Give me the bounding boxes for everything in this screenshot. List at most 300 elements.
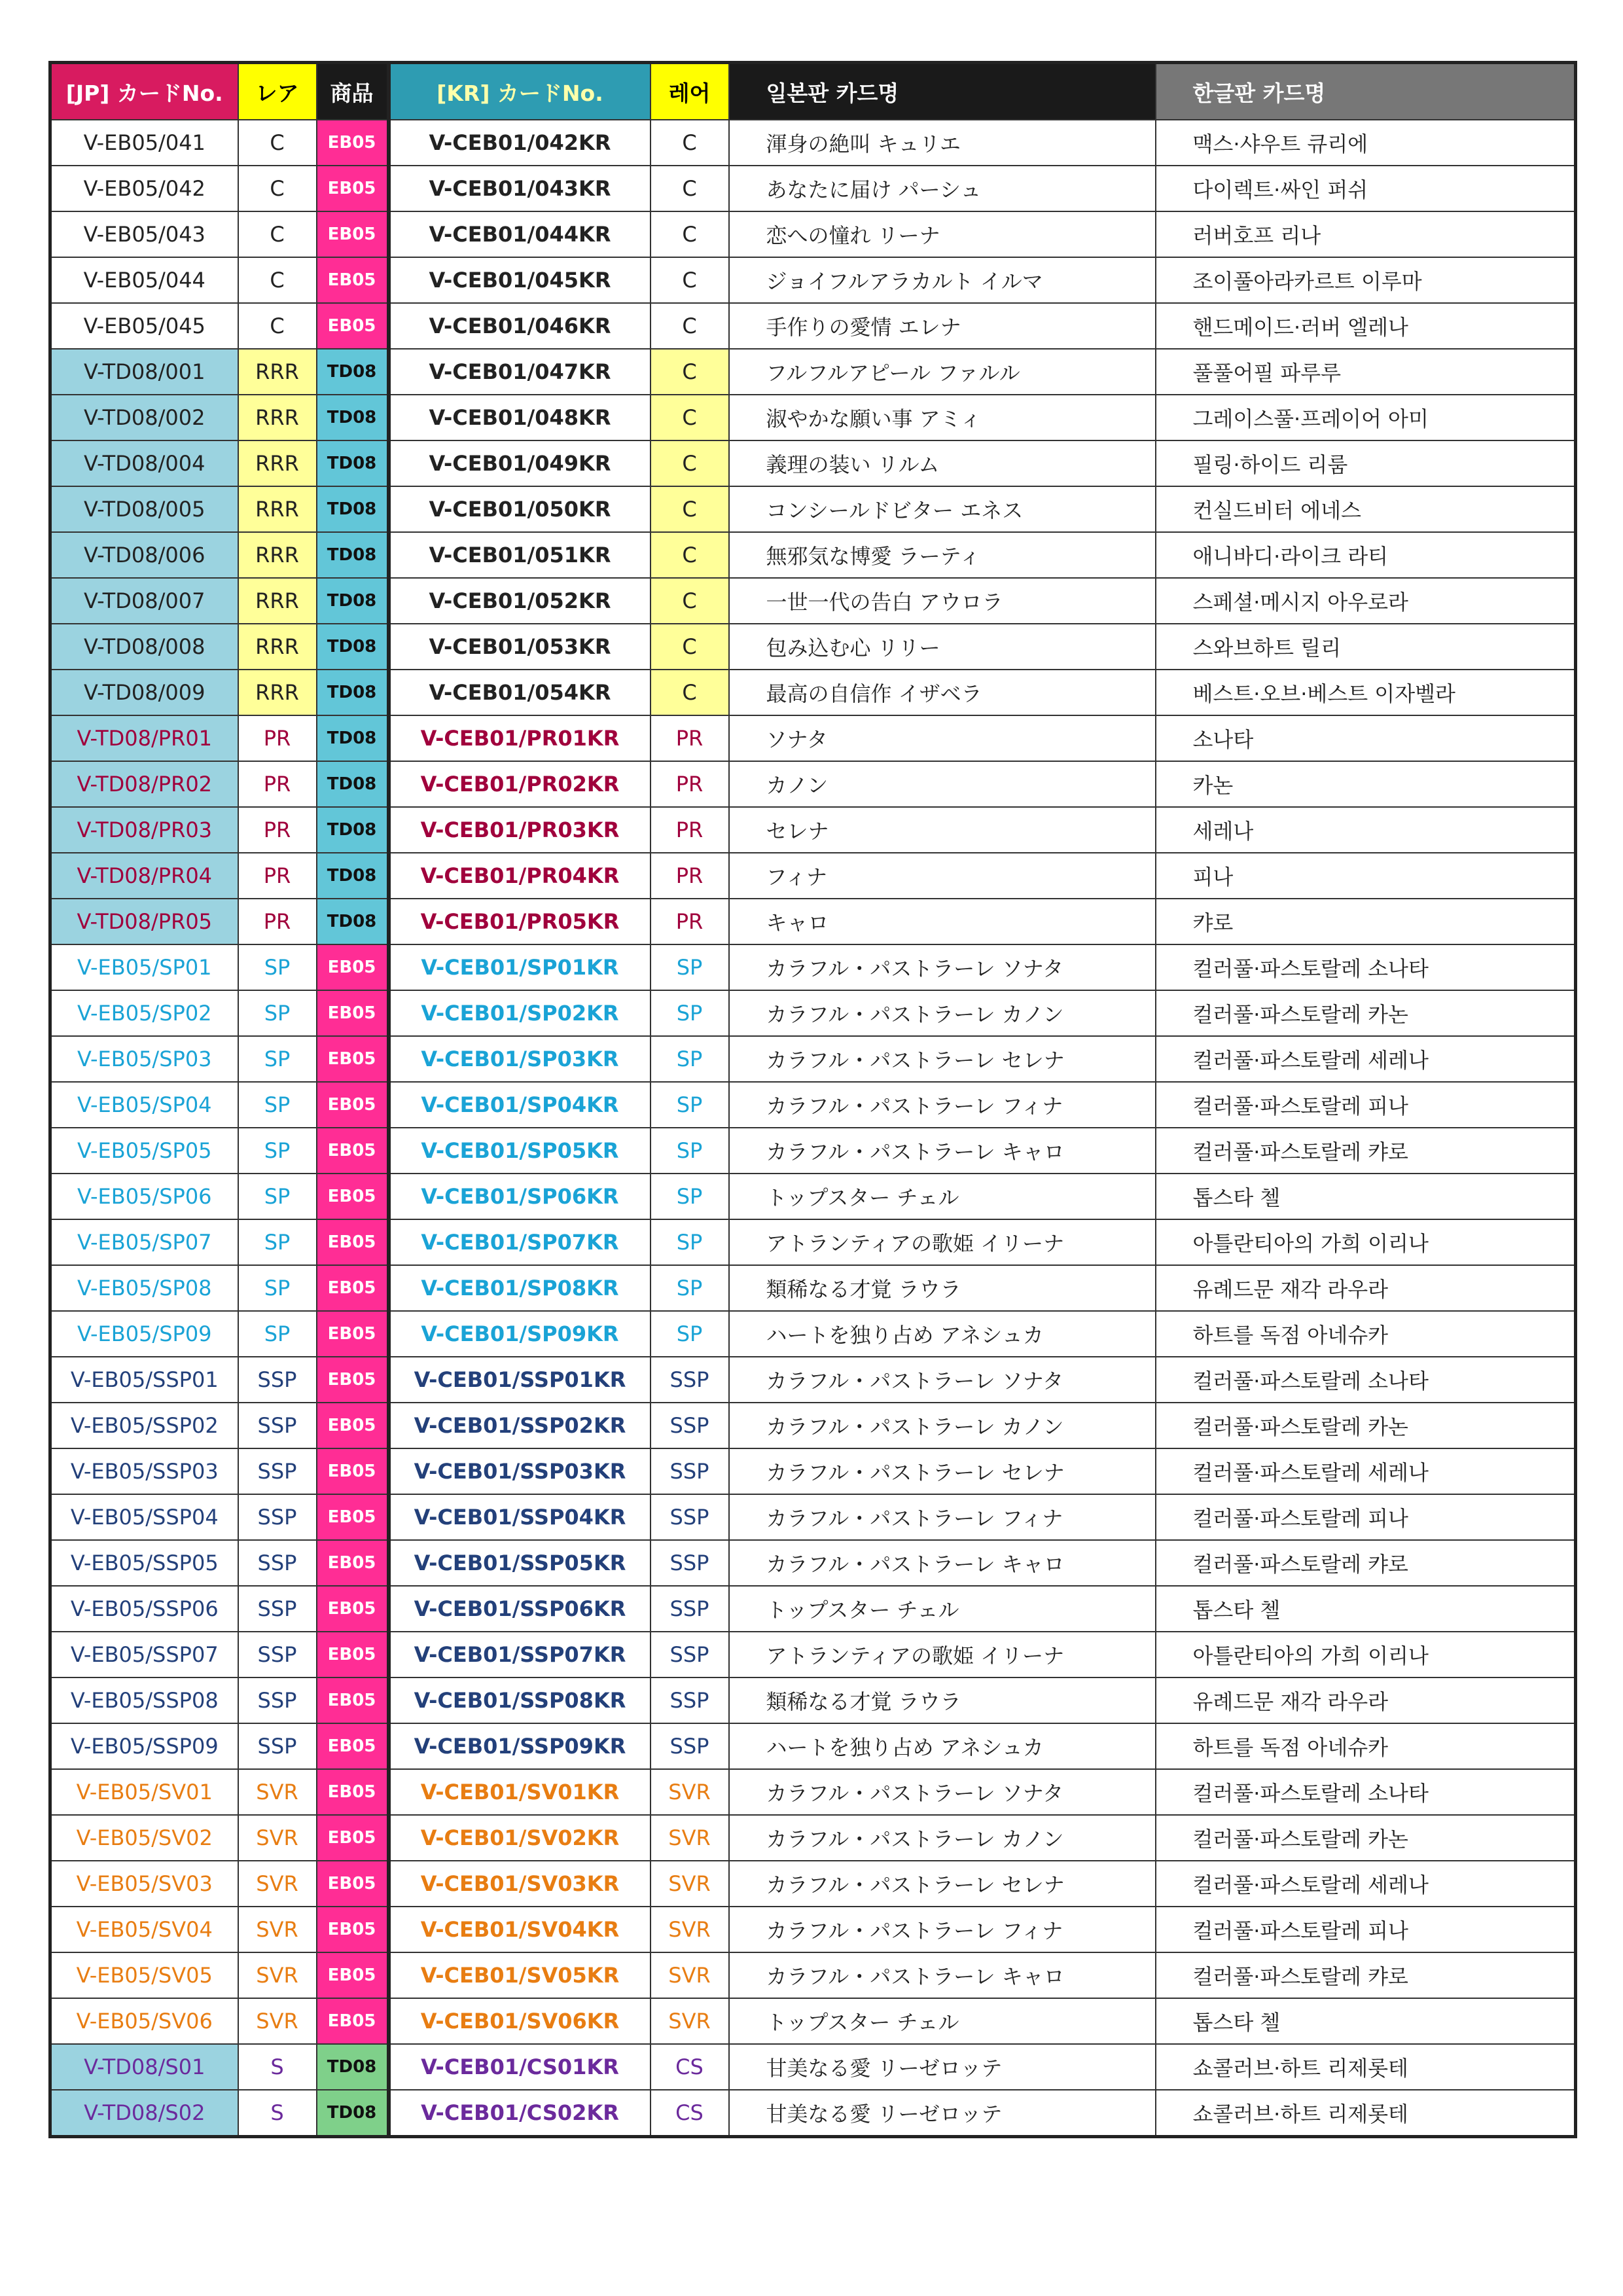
rarity-jp: PR [238, 761, 317, 807]
product-code: EB05 [317, 1815, 389, 1861]
rarity-kr: SVR [651, 1769, 729, 1815]
table-row [50, 1769, 1576, 1815]
rarity-jp: RRR [238, 486, 317, 532]
product-code: EB05 [317, 1861, 389, 1907]
product-code: TD08 [317, 2090, 389, 2137]
kr-card-no: V-CEB01/PR03KR [389, 807, 651, 853]
kr-card-name: 필링·하이드 리룸 [1156, 440, 1576, 486]
kr-card-no: V-CEB01/052KR [389, 578, 651, 624]
jp-card-no: V-TD08/004 [50, 440, 238, 486]
jp-card-name: アトランティアの歌姫 イリーナ [729, 1219, 1156, 1265]
jp-card-name: カラフル・パストラーレ キャロ [729, 1952, 1156, 1998]
kr-card-name: 컬러풀·파스토랄레 캬로 [1156, 1540, 1576, 1586]
kr-card-name: 스페셜·메시지 아우로라 [1156, 578, 1576, 624]
jp-card-no: V-EB05/SP07 [50, 1219, 238, 1265]
kr-card-name: 컨실드비터 에네스 [1156, 486, 1576, 532]
rarity-kr: SSP [651, 1632, 729, 1677]
jp-card-no: V-EB05/SV05 [50, 1952, 238, 1998]
jp-card-no: V-TD08/PR01 [50, 715, 238, 761]
jp-card-name: カラフル・パストラーレ キャロ [729, 1128, 1156, 1174]
product-code: TD08 [317, 853, 389, 899]
jp-card-no: V-EB05/SP01 [50, 944, 238, 990]
kr-card-no: V-CEB01/SV05KR [389, 1952, 651, 1998]
jp-card-no: V-EB05/SP02 [50, 990, 238, 1036]
jp-card-name: セレナ [729, 807, 1156, 853]
table-row [50, 1907, 1576, 1952]
kr-card-name: 소나타 [1156, 715, 1576, 761]
kr-card-name: 유례드문 재각 라우라 [1156, 1265, 1576, 1311]
kr-card-name: 맥스·샤우트 큐리에 [1156, 120, 1576, 166]
kr-card-no: V-CEB01/PR01KR [389, 715, 651, 761]
card-rows [50, 120, 1576, 2137]
rarity-kr: PR [651, 899, 729, 944]
jp-card-name: カラフル・パストラーレ ソナタ [729, 1769, 1156, 1815]
kr-card-no: V-CEB01/050KR [389, 486, 651, 532]
header-rarity-kr: 레어 [651, 63, 729, 120]
rarity-jp: PR [238, 807, 317, 853]
rarity-kr: C [651, 486, 729, 532]
jp-card-name: ハートを独り占め アネシュカ [729, 1311, 1156, 1357]
jp-card-name: カラフル・パストラーレ フィナ [729, 1082, 1156, 1128]
rarity-kr: SP [651, 1128, 729, 1174]
rarity-kr: C [651, 395, 729, 440]
rarity-jp: S [238, 2044, 317, 2090]
jp-card-name: 類稀なる才覚 ラウラ [729, 1677, 1156, 1723]
product-code: TD08 [317, 715, 389, 761]
product-code: EB05 [317, 1357, 389, 1403]
table-row [50, 1357, 1576, 1403]
kr-card-name: 컬러풀·파스토랄레 소나타 [1156, 1769, 1576, 1815]
rarity-kr: SSP [651, 1677, 729, 1723]
jp-card-name: 淑やかな願い事 アミィ [729, 395, 1156, 440]
kr-card-no: V-CEB01/SP01KR [389, 944, 651, 990]
kr-card-no: V-CEB01/SV01KR [389, 1769, 651, 1815]
product-code: EB05 [317, 1632, 389, 1677]
product-code: TD08 [317, 395, 389, 440]
rarity-jp: RRR [238, 670, 317, 715]
jp-card-no: V-EB05/SV01 [50, 1769, 238, 1815]
rarity-kr: SP [651, 990, 729, 1036]
jp-card-name: 包み込む心 リリー [729, 624, 1156, 670]
rarity-kr: SVR [651, 1861, 729, 1907]
kr-card-name: 컬러풀·파스토랄레 피나 [1156, 1907, 1576, 1952]
product-code: EB05 [317, 1494, 389, 1540]
product-code: TD08 [317, 349, 389, 395]
kr-card-name: 조이풀아라카르트 이루마 [1156, 257, 1576, 303]
jp-card-name: トップスター チェル [729, 1998, 1156, 2044]
rarity-kr: C [651, 211, 729, 257]
kr-card-no: V-CEB01/CS02KR [389, 2090, 651, 2137]
kr-card-name: 다이렉트·싸인 퍼쉬 [1156, 166, 1576, 211]
jp-card-no: V-TD08/002 [50, 395, 238, 440]
jp-card-no: V-TD08/006 [50, 532, 238, 578]
jp-card-name: 無邪気な博愛 ラーティ [729, 532, 1156, 578]
jp-card-no: V-EB05/SSP02 [50, 1403, 238, 1448]
table-row [50, 1632, 1576, 1677]
rarity-kr: C [651, 624, 729, 670]
rarity-kr: C [651, 349, 729, 395]
jp-card-name: 最高の自信作 イザベラ [729, 670, 1156, 715]
table-row [50, 1082, 1576, 1128]
rarity-kr: SSP [651, 1586, 729, 1632]
rarity-kr: CS [651, 2090, 729, 2137]
kr-card-no: V-CEB01/053KR [389, 624, 651, 670]
rarity-kr: PR [651, 761, 729, 807]
rarity-jp: SVR [238, 1907, 317, 1952]
jp-card-no: V-TD08/PR02 [50, 761, 238, 807]
product-code: EB05 [317, 1403, 389, 1448]
product-code: EB05 [317, 1311, 389, 1357]
jp-card-name: アトランティアの歌姫 イリーナ [729, 1632, 1156, 1677]
kr-card-no: V-CEB01/SV04KR [389, 1907, 651, 1952]
kr-card-no: V-CEB01/044KR [389, 211, 651, 257]
rarity-jp: SSP [238, 1723, 317, 1769]
rarity-kr: SP [651, 1219, 729, 1265]
kr-card-no: V-CEB01/CS01KR [389, 2044, 651, 2090]
rarity-kr: PR [651, 807, 729, 853]
product-code: EB05 [317, 1265, 389, 1311]
jp-card-name: カラフル・パストラーレ ソナタ [729, 944, 1156, 990]
jp-card-name: フィナ [729, 853, 1156, 899]
jp-card-name: カラフル・パストラーレ カノン [729, 990, 1156, 1036]
table-row [50, 1265, 1576, 1311]
product-code: EB05 [317, 166, 389, 211]
jp-card-no: V-EB05/SP06 [50, 1174, 238, 1219]
table-row [50, 1036, 1576, 1082]
rarity-kr: SP [651, 1311, 729, 1357]
jp-card-no: V-EB05/SSP01 [50, 1357, 238, 1403]
table-row [50, 349, 1576, 395]
rarity-kr: SVR [651, 1952, 729, 1998]
table-row [50, 670, 1576, 715]
kr-card-name: 컬러풀·파스토랄레 소나타 [1156, 944, 1576, 990]
kr-card-name: 카논 [1156, 761, 1576, 807]
jp-card-name: カラフル・パストラーレ カノン [729, 1403, 1156, 1448]
rarity-kr: SSP [651, 1357, 729, 1403]
jp-card-name: コンシールドビター エネス [729, 486, 1156, 532]
product-code: EB05 [317, 211, 389, 257]
product-code: EB05 [317, 990, 389, 1036]
kr-card-no: V-CEB01/SSP09KR [389, 1723, 651, 1769]
rarity-jp: SP [238, 990, 317, 1036]
jp-card-no: V-TD08/PR03 [50, 807, 238, 853]
table-row [50, 532, 1576, 578]
table-row [50, 1952, 1576, 1998]
kr-card-name: 컬러풀·파스토랄레 캬로 [1156, 1952, 1576, 1998]
product-code: TD08 [317, 624, 389, 670]
product-code: EB05 [317, 1769, 389, 1815]
rarity-kr: SP [651, 1036, 729, 1082]
rarity-jp: SP [238, 1311, 317, 1357]
product-code: EB05 [317, 1036, 389, 1082]
rarity-jp: SVR [238, 1815, 317, 1861]
card-list-table [48, 61, 1577, 2138]
kr-card-no: V-CEB01/045KR [389, 257, 651, 303]
kr-card-name: 쇼콜러브·하트 리제롯테 [1156, 2044, 1576, 2090]
rarity-jp: C [238, 120, 317, 166]
kr-card-no: V-CEB01/SP07KR [389, 1219, 651, 1265]
rarity-kr: C [651, 578, 729, 624]
table-row [50, 1540, 1576, 1586]
table-row [50, 1861, 1576, 1907]
product-code: TD08 [317, 670, 389, 715]
kr-card-no: V-CEB01/SV06KR [389, 1998, 651, 2044]
rarity-kr: PR [651, 715, 729, 761]
rarity-kr: SP [651, 944, 729, 990]
table-row [50, 1311, 1576, 1357]
rarity-jp: SVR [238, 1861, 317, 1907]
jp-card-name: 恋への憧れ リーナ [729, 211, 1156, 257]
kr-card-name: 아틀란티아의 가희 이리나 [1156, 1632, 1576, 1677]
product-code: EB05 [317, 1174, 389, 1219]
jp-card-no: V-TD08/S01 [50, 2044, 238, 2090]
kr-card-no: V-CEB01/SSP03KR [389, 1448, 651, 1494]
rarity-kr: SVR [651, 1998, 729, 2044]
kr-card-no: V-CEB01/PR04KR [389, 853, 651, 899]
rarity-jp: C [238, 257, 317, 303]
jp-card-no: V-EB05/SV03 [50, 1861, 238, 1907]
rarity-jp: SVR [238, 1769, 317, 1815]
kr-card-name: 하트를 독점 아네슈카 [1156, 1311, 1576, 1357]
jp-card-no: V-EB05/041 [50, 120, 238, 166]
table-row [50, 1815, 1576, 1861]
jp-card-no: V-TD08/005 [50, 486, 238, 532]
product-code: EB05 [317, 1723, 389, 1769]
rarity-jp: SP [238, 1174, 317, 1219]
kr-card-no: V-CEB01/054KR [389, 670, 651, 715]
kr-card-name: 컬러풀·파스토랄레 캬로 [1156, 1128, 1576, 1174]
table-row [50, 2044, 1576, 2090]
kr-card-no: V-CEB01/PR02KR [389, 761, 651, 807]
jp-card-no: V-TD08/008 [50, 624, 238, 670]
card-list-sheet [48, 61, 1574, 2138]
kr-card-no: V-CEB01/SP06KR [389, 1174, 651, 1219]
rarity-jp: SVR [238, 1952, 317, 1998]
jp-card-no: V-EB05/SV04 [50, 1907, 238, 1952]
product-code: EB05 [317, 303, 389, 349]
header-rarity-jp: レア [238, 63, 317, 120]
table-row [50, 1403, 1576, 1448]
kr-card-name: 베스트·오브·베스트 이자벨라 [1156, 670, 1576, 715]
rarity-kr: C [651, 120, 729, 166]
jp-card-no: V-EB05/045 [50, 303, 238, 349]
kr-card-name: 톱스타 첼 [1156, 1174, 1576, 1219]
header-jp-card-no: [JP] カードNo. [50, 63, 238, 120]
kr-card-no: V-CEB01/SSP01KR [389, 1357, 651, 1403]
kr-card-name: 컬러풀·파스토랄레 소나타 [1156, 1357, 1576, 1403]
rarity-kr: SVR [651, 1907, 729, 1952]
rarity-jp: RRR [238, 624, 317, 670]
rarity-kr: SP [651, 1174, 729, 1219]
kr-card-no: V-CEB01/SSP04KR [389, 1494, 651, 1540]
table-row [50, 1174, 1576, 1219]
rarity-jp: SP [238, 1265, 317, 1311]
kr-card-name: 컬러풀·파스토랄레 카논 [1156, 1403, 1576, 1448]
kr-card-name: 애니바디·라이크 라티 [1156, 532, 1576, 578]
table-row [50, 120, 1576, 166]
table-row [50, 807, 1576, 853]
table-row [50, 1723, 1576, 1769]
rarity-kr: SP [651, 1265, 729, 1311]
kr-card-name: 그레이스풀·프레이어 아미 [1156, 395, 1576, 440]
jp-card-no: V-EB05/SP04 [50, 1082, 238, 1128]
jp-card-no: V-TD08/S02 [50, 2090, 238, 2137]
rarity-kr: SP [651, 1082, 729, 1128]
jp-card-name: ハートを独り占め アネシュカ [729, 1723, 1156, 1769]
kr-card-no: V-CEB01/046KR [389, 303, 651, 349]
rarity-kr: SSP [651, 1723, 729, 1769]
product-code: TD08 [317, 761, 389, 807]
jp-card-no: V-EB05/SP08 [50, 1265, 238, 1311]
kr-card-no: V-CEB01/SP04KR [389, 1082, 651, 1128]
rarity-jp: SSP [238, 1403, 317, 1448]
jp-card-no: V-EB05/SSP07 [50, 1632, 238, 1677]
product-code: TD08 [317, 486, 389, 532]
rarity-jp: SSP [238, 1540, 317, 1586]
product-code: EB05 [317, 1907, 389, 1952]
jp-card-name: カラフル・パストラーレ セレナ [729, 1861, 1156, 1907]
jp-card-name: ソナタ [729, 715, 1156, 761]
table-row [50, 486, 1576, 532]
table-row [50, 440, 1576, 486]
jp-card-name: カラフル・パストラーレ セレナ [729, 1448, 1156, 1494]
rarity-jp: RRR [238, 349, 317, 395]
rarity-jp: SP [238, 944, 317, 990]
product-code: TD08 [317, 440, 389, 486]
kr-card-name: 풀풀어필 파루루 [1156, 349, 1576, 395]
kr-card-name: 피나 [1156, 853, 1576, 899]
header-jp-card-name: 일본판 카드명 [729, 63, 1156, 120]
table-row [50, 853, 1576, 899]
rarity-jp: PR [238, 853, 317, 899]
rarity-kr: C [651, 303, 729, 349]
rarity-jp: SP [238, 1036, 317, 1082]
kr-card-no: V-CEB01/SP03KR [389, 1036, 651, 1082]
kr-card-no: V-CEB01/047KR [389, 349, 651, 395]
jp-card-name: カラフル・パストラーレ ソナタ [729, 1357, 1156, 1403]
table-row [50, 1448, 1576, 1494]
kr-card-no: V-CEB01/SP05KR [389, 1128, 651, 1174]
header-product: 商品 [317, 63, 389, 120]
kr-card-name: 컬러풀·파스토랄레 카논 [1156, 1815, 1576, 1861]
jp-card-no: V-EB05/SP09 [50, 1311, 238, 1357]
table-row [50, 578, 1576, 624]
product-code: EB05 [317, 1219, 389, 1265]
rarity-kr: PR [651, 853, 729, 899]
jp-card-no: V-TD08/PR05 [50, 899, 238, 944]
jp-card-name: 甘美なる愛 リーゼロッテ [729, 2090, 1156, 2137]
jp-card-no: V-EB05/SP03 [50, 1036, 238, 1082]
kr-card-name: 러버호프 리나 [1156, 211, 1576, 257]
rarity-kr: SSP [651, 1494, 729, 1540]
product-code: EB05 [317, 1128, 389, 1174]
table-row [50, 1586, 1576, 1632]
table-row [50, 395, 1576, 440]
kr-card-no: V-CEB01/SSP02KR [389, 1403, 651, 1448]
rarity-jp: SSP [238, 1586, 317, 1632]
jp-card-name: カラフル・パストラーレ セレナ [729, 1036, 1156, 1082]
kr-card-no: V-CEB01/SSP08KR [389, 1677, 651, 1723]
kr-card-name: 하트를 독점 아네슈카 [1156, 1723, 1576, 1769]
jp-card-name: 渾身の絶叫 キュリエ [729, 120, 1156, 166]
kr-card-name: 세레나 [1156, 807, 1576, 853]
jp-card-name: フルフルアピール ファルル [729, 349, 1156, 395]
product-code: EB05 [317, 944, 389, 990]
table-row [50, 990, 1576, 1036]
rarity-kr: C [651, 166, 729, 211]
header-kr-card-name: 한글판 카드명 [1156, 63, 1576, 120]
jp-card-name: カラフル・パストラーレ カノン [729, 1815, 1156, 1861]
product-code: EB05 [317, 1540, 389, 1586]
table-row [50, 257, 1576, 303]
jp-card-no: V-EB05/SSP05 [50, 1540, 238, 1586]
jp-card-no: V-EB05/044 [50, 257, 238, 303]
kr-card-no: V-CEB01/043KR [389, 166, 651, 211]
rarity-jp: PR [238, 899, 317, 944]
product-code: TD08 [317, 532, 389, 578]
jp-card-name: 甘美なる愛 リーゼロッテ [729, 2044, 1156, 2090]
kr-card-name: 캬로 [1156, 899, 1576, 944]
kr-card-name: 컬러풀·파스토랄레 세레나 [1156, 1448, 1576, 1494]
jp-card-no: V-EB05/SV02 [50, 1815, 238, 1861]
rarity-jp: SP [238, 1128, 317, 1174]
kr-card-no: V-CEB01/SP08KR [389, 1265, 651, 1311]
table-row [50, 899, 1576, 944]
product-code: EB05 [317, 1677, 389, 1723]
rarity-jp: SSP [238, 1448, 317, 1494]
kr-card-name: 아틀란티아의 가희 이리나 [1156, 1219, 1576, 1265]
jp-card-no: V-TD08/009 [50, 670, 238, 715]
product-code: EB05 [317, 120, 389, 166]
header-kr-card-no: [KR] カードNo. [389, 63, 651, 120]
rarity-jp: RRR [238, 578, 317, 624]
jp-card-no: V-EB05/SSP06 [50, 1586, 238, 1632]
jp-card-name: 類稀なる才覚 ラウラ [729, 1265, 1156, 1311]
product-code: TD08 [317, 578, 389, 624]
kr-card-name: 컬러풀·파스토랄레 세레나 [1156, 1036, 1576, 1082]
jp-card-name: トップスター チェル [729, 1586, 1156, 1632]
jp-card-no: V-TD08/001 [50, 349, 238, 395]
jp-card-no: V-TD08/007 [50, 578, 238, 624]
rarity-jp: S [238, 2090, 317, 2137]
jp-card-name: キャロ [729, 899, 1156, 944]
product-code: EB05 [317, 1448, 389, 1494]
rarity-jp: RRR [238, 440, 317, 486]
table-row [50, 624, 1576, 670]
jp-card-no: V-EB05/SSP08 [50, 1677, 238, 1723]
jp-card-name: 一世一代の告白 アウロラ [729, 578, 1156, 624]
kr-card-no: V-CEB01/SV02KR [389, 1815, 651, 1861]
table-row [50, 1677, 1576, 1723]
kr-card-no: V-CEB01/SSP06KR [389, 1586, 651, 1632]
jp-card-no: V-EB05/043 [50, 211, 238, 257]
kr-card-name: 컬러풀·파스토랄레 세레나 [1156, 1861, 1576, 1907]
kr-card-no: V-CEB01/SP02KR [389, 990, 651, 1036]
kr-card-name: 쇼콜러브·하트 리제롯테 [1156, 2090, 1576, 2137]
rarity-jp: SSP [238, 1632, 317, 1677]
rarity-kr: C [651, 257, 729, 303]
rarity-jp: C [238, 166, 317, 211]
table-row [50, 944, 1576, 990]
jp-card-name: カラフル・パストラーレ フィナ [729, 1494, 1156, 1540]
jp-card-no: V-EB05/042 [50, 166, 238, 211]
table-row [50, 211, 1576, 257]
kr-card-name: 톱스타 첼 [1156, 1998, 1576, 2044]
kr-card-no: V-CEB01/051KR [389, 532, 651, 578]
kr-card-name: 컬러풀·파스토랄레 카논 [1156, 990, 1576, 1036]
rarity-kr: SSP [651, 1448, 729, 1494]
rarity-kr: C [651, 532, 729, 578]
